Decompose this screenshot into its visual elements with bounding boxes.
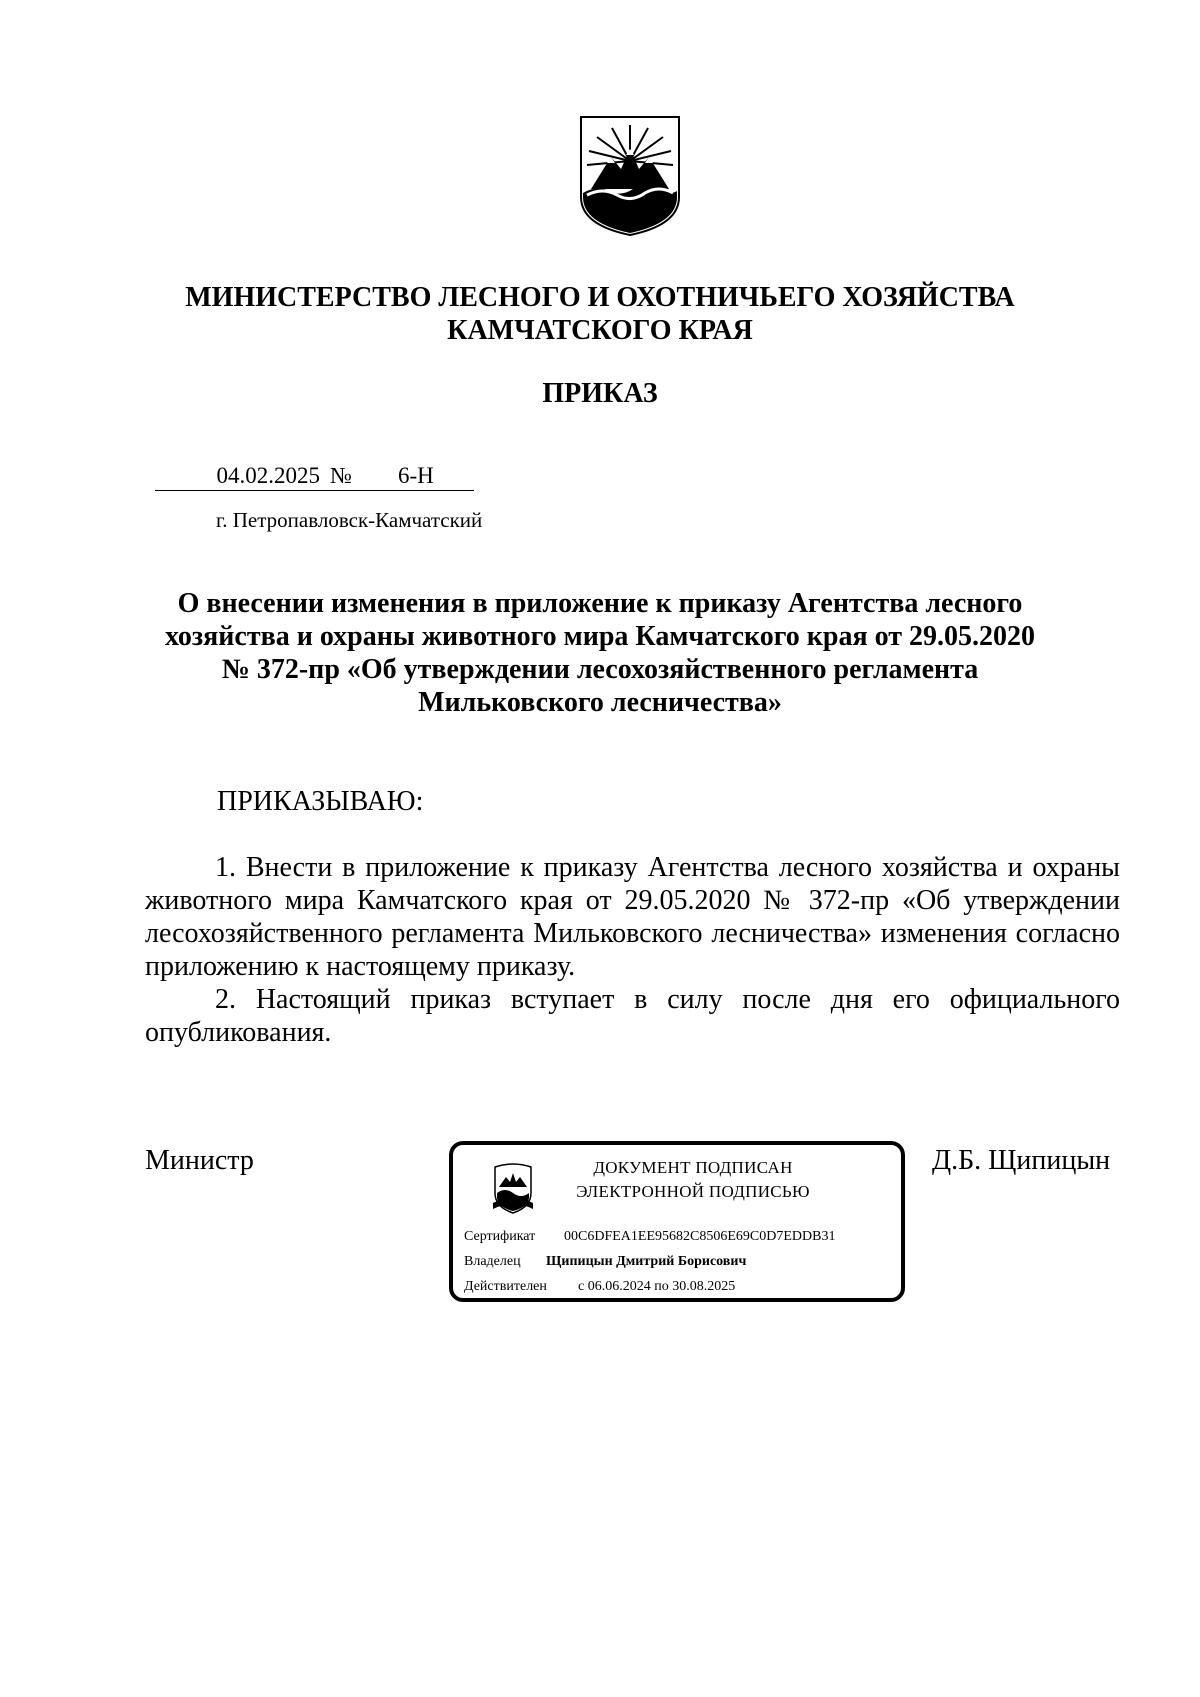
subject-line: № 372-пр «Об утверждении лесохозяйственного регламента xyxy=(221,654,979,685)
validity-label: Действителен xyxy=(464,1279,547,1294)
subject-line: Мильковского лесничества» xyxy=(418,687,782,718)
signatory-role: Министр xyxy=(145,1145,254,1176)
electronic-signature-stamp xyxy=(449,1141,905,1302)
certificate-value: 00C6DFEA1EE95682C8506E69C0D7EDDB31 xyxy=(564,1229,836,1244)
certificate-label: Сертификат xyxy=(464,1229,536,1244)
validity-value: с 06.06.2024 по 30.08.2025 xyxy=(578,1279,736,1294)
order-paragraph-2: 2. Настоящий приказ вступает в силу после дня его официального опубликования. xyxy=(145,984,1120,1048)
stamp-certificate-row xyxy=(464,1228,835,1246)
order-date: 04.02.2025 xyxy=(155,462,330,491)
coat-of-arms-icon xyxy=(577,113,683,239)
stamp-owner-row xyxy=(464,1253,746,1271)
ministry-name-line1: МИНИСТЕРСТВО ЛЕСНОГО И ОХОТНИЧЬЕГО ХОЗЯЙСТВА xyxy=(185,282,1015,313)
signatory-name: Д.Б. Щипицын xyxy=(932,1145,1111,1176)
date-number-line xyxy=(155,462,474,491)
stamp-heading-line1: ДОКУМЕНТ ПОДПИСАН xyxy=(593,1158,793,1177)
owner-label: Владелец xyxy=(464,1254,521,1269)
owner-value: Щипицын Дмитрий Борисович xyxy=(546,1254,747,1269)
order-subject xyxy=(150,587,1050,719)
city-name: г. Петропавловск-Камчатский xyxy=(216,508,483,532)
stamp-heading-line2: ЭЛЕКТРОННОЙ ПОДПИСЬЮ xyxy=(576,1182,810,1201)
ministry-name-line2: КАМЧАТСКОГО КРАЯ xyxy=(447,315,753,346)
stamp-validity-row xyxy=(464,1278,735,1296)
subject-line: хозяйства и охраны животного мира Камчатского края от 29.05.2020 xyxy=(164,621,1036,652)
number-label: № xyxy=(330,462,370,491)
document-type-title: ПРИКАЗ xyxy=(542,378,658,409)
order-body xyxy=(145,851,1120,1049)
order-paragraph-1: 1. Внести в приложение к приказу Агентства лесного хозяйства и охраны животного мира Камчатского края от 29.05.2020 № 372-пр «Об утверждении лесохозяйственного регламента Мильковского лесничества» изменения согласно приложению к настоящему приказу. xyxy=(145,852,1120,982)
order-number: 6-Н xyxy=(370,462,474,491)
subject-line: О внесении изменения в приложение к приказу Агентства лесного xyxy=(177,588,1023,619)
order-directive: ПРИКАЗЫВАЮ: xyxy=(217,786,424,817)
